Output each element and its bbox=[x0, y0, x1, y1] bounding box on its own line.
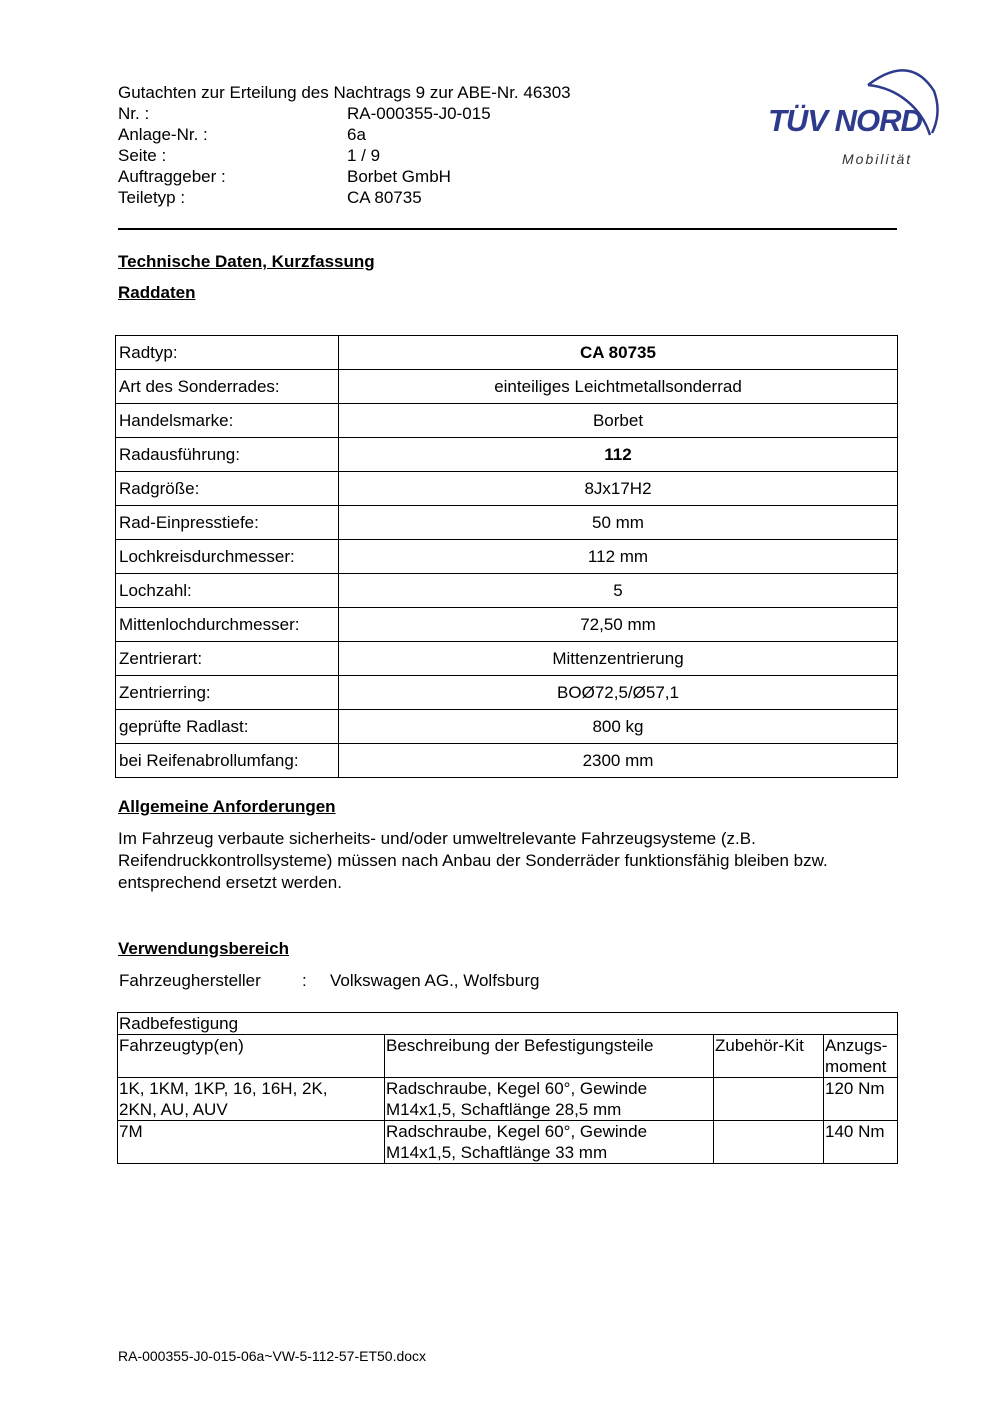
table-row bbox=[116, 438, 898, 472]
manufacturer-value: Volkswagen AG., Wolfsburg bbox=[330, 971, 540, 990]
table-row bbox=[116, 744, 898, 778]
header-fields bbox=[118, 103, 491, 208]
row-value: CA 80735 bbox=[339, 336, 898, 370]
header-row bbox=[118, 124, 491, 145]
column-header: Zubehör-Kit bbox=[714, 1035, 824, 1078]
manufacturer-line bbox=[119, 970, 539, 992]
table-caption: Radbefestigung bbox=[118, 1013, 898, 1035]
table-cell: 7M bbox=[118, 1121, 385, 1164]
header-key: Teiletyp : bbox=[118, 188, 186, 207]
row-value: 2300 mm bbox=[339, 744, 898, 778]
header-value: 6a bbox=[347, 125, 366, 144]
row-value: 72,50 mm bbox=[339, 608, 898, 642]
table-header-row bbox=[118, 1035, 898, 1078]
row-label: Handelsmarke: bbox=[116, 404, 339, 438]
column-header: Beschreibung der Befestigungsteile bbox=[385, 1035, 714, 1078]
table-cell: 140 Nm bbox=[824, 1121, 898, 1164]
footer-filename: RA-000355-J0-015-06a~VW-5-112-57-ET50.docx bbox=[118, 1348, 427, 1364]
header-row bbox=[118, 103, 491, 124]
table-cell: 120 Nm bbox=[824, 1078, 898, 1121]
table-cell: Radschraube, Kegel 60°, Gewinde M14x1,5, Schaftlänge 33 mm bbox=[385, 1121, 714, 1164]
row-label: Rad-Einpresstiefe: bbox=[116, 506, 339, 540]
column-header: Anzugs- moment bbox=[824, 1035, 898, 1078]
header-divider bbox=[118, 228, 897, 230]
table-row bbox=[116, 676, 898, 710]
section-heading-verwendung: Verwendungsbereich bbox=[118, 939, 289, 958]
row-value: einteiliges Leichtmetallsonderrad bbox=[339, 370, 898, 404]
row-label: Radausführung: bbox=[116, 438, 339, 472]
table-row bbox=[118, 1121, 898, 1164]
row-value: 112 bbox=[339, 438, 898, 472]
section-heading-allgemein: Allgemeine Anforderungen bbox=[118, 797, 336, 816]
table-row bbox=[116, 472, 898, 506]
manufacturer-label: Fahrzeughersteller bbox=[119, 971, 261, 990]
report-title: Gutachten zur Erteilung des Nachtrags 9 zur ABE-Nr. 46303 bbox=[118, 83, 571, 102]
header-value: Borbet GmbH bbox=[347, 167, 451, 186]
row-value: 800 kg bbox=[339, 710, 898, 744]
paragraph-line: Im Fahrzeug verbaute sicherheits- und/oder umweltrelevante Fahrzeugsysteme (z.B. bbox=[118, 829, 756, 848]
row-value: BOØ72,5/Ø57,1 bbox=[339, 676, 898, 710]
table-cell: 1K, 1KM, 1KP, 16, 16H, 2K, 2KN, AU, AUV bbox=[118, 1078, 385, 1121]
table-row bbox=[116, 506, 898, 540]
section-heading-tech: Technische Daten, Kurzfassung bbox=[118, 252, 375, 271]
table-row bbox=[118, 1078, 898, 1121]
requirements-paragraph bbox=[118, 828, 908, 894]
table-cell bbox=[714, 1078, 824, 1121]
row-value: 50 mm bbox=[339, 506, 898, 540]
row-value: 5 bbox=[339, 574, 898, 608]
table-row bbox=[116, 540, 898, 574]
table-cell: Radschraube, Kegel 60°, Gewinde M14x1,5, Schaftlänge 28,5 mm bbox=[385, 1078, 714, 1121]
row-label: Lochzahl: bbox=[116, 574, 339, 608]
header-key: Nr. : bbox=[118, 104, 150, 123]
table-caption-row bbox=[118, 1013, 898, 1035]
row-label: Zentrierart: bbox=[116, 642, 339, 676]
mounting-table bbox=[117, 1012, 898, 1164]
paragraph-line: entsprechend ersetzt werden. bbox=[118, 873, 342, 892]
column-header: Fahrzeugtyp(en) bbox=[118, 1035, 385, 1078]
paragraph-line: Reifendruckkontrollsysteme) müssen nach Anbau der Sonderräder funktionsfähig bleiben bzw. bbox=[118, 851, 828, 870]
row-value: Borbet bbox=[339, 404, 898, 438]
header-value: RA-000355-J0-015 bbox=[347, 104, 491, 123]
table-cell bbox=[714, 1121, 824, 1164]
table-row bbox=[116, 642, 898, 676]
row-label: Radgröße: bbox=[116, 472, 339, 506]
table-row bbox=[116, 710, 898, 744]
logo-subtitle: Mobilität bbox=[842, 151, 913, 167]
manufacturer-separator: : bbox=[302, 971, 307, 990]
header-key: Seite : bbox=[118, 146, 167, 165]
table-row bbox=[116, 608, 898, 642]
header-key: Auftraggeber : bbox=[118, 167, 226, 186]
table-row bbox=[116, 336, 898, 370]
row-value: 8Jx17H2 bbox=[339, 472, 898, 506]
header-value: CA 80735 bbox=[347, 188, 422, 207]
row-value: Mittenzentrierung bbox=[339, 642, 898, 676]
header-value: 1 / 9 bbox=[347, 146, 381, 165]
row-label: Radtyp: bbox=[116, 336, 339, 370]
header-row bbox=[118, 166, 491, 187]
row-label: Zentrierring: bbox=[116, 676, 339, 710]
row-label: Mittenlochdurchmesser: bbox=[116, 608, 339, 642]
header-key: Anlage-Nr. : bbox=[118, 125, 208, 144]
table-row bbox=[116, 574, 898, 608]
row-label: bei Reifenabrollumfang: bbox=[116, 744, 339, 778]
logo-wordmark: TÜV NORD bbox=[768, 103, 922, 138]
header-row bbox=[118, 187, 491, 208]
table-row bbox=[116, 370, 898, 404]
table-row bbox=[116, 404, 898, 438]
row-label: geprüfte Radlast: bbox=[116, 710, 339, 744]
tuv-nord-logo bbox=[760, 55, 945, 175]
row-label: Lochkreisdurchmesser: bbox=[116, 540, 339, 574]
row-value: 112 mm bbox=[339, 540, 898, 574]
section-heading-raddaten: Raddaten bbox=[118, 283, 196, 302]
row-label: Art des Sonderrades: bbox=[116, 370, 339, 404]
wheel-data-table bbox=[115, 335, 898, 778]
header-row bbox=[118, 145, 491, 166]
